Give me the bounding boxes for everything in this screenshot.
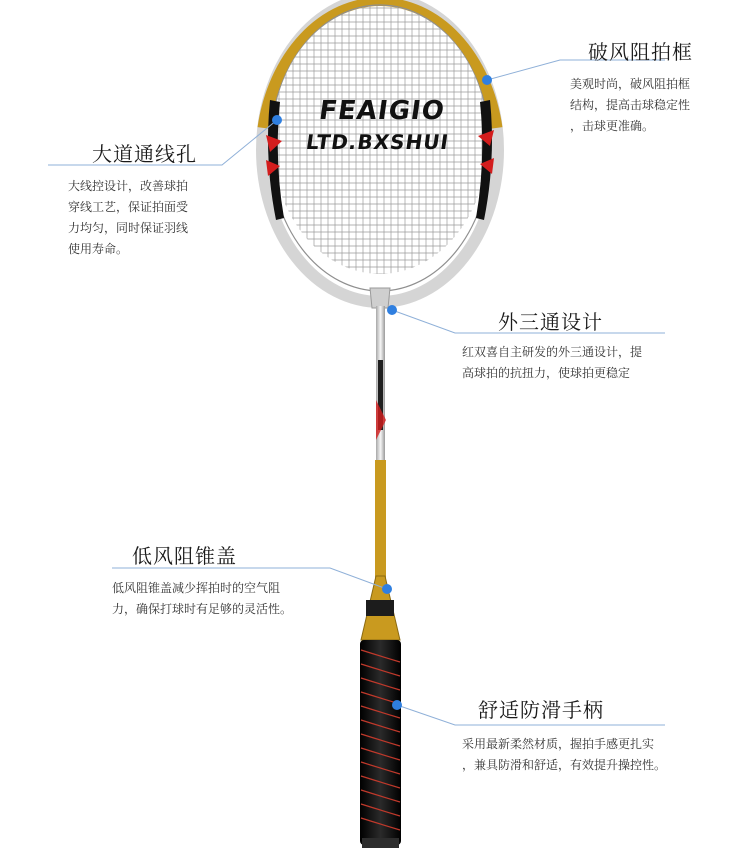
callout-dot-frame	[482, 75, 492, 85]
callout-desc-holes-line-2: 穿线工艺，保证拍面受	[68, 200, 189, 214]
callout-title-cone: 低风阻锥盖	[132, 544, 237, 568]
t-joint	[370, 288, 390, 308]
callout-desc-tjoint-line-1: 红双喜自主研发的外三通设计，提	[462, 345, 643, 359]
string-logo-line-2: LTD.BXSHUI	[304, 130, 451, 154]
callout-desc-frame-line-3: ，击球更准确。	[570, 119, 655, 133]
callout-dot-grip	[392, 700, 402, 710]
callout-desc-tjoint-line-2: 高球拍的抗扭力，使球拍更稳定	[462, 366, 631, 380]
callout-desc-holes-line-4: 使用寿命。	[68, 242, 129, 256]
callout-title-frame: 破风阻拍框	[588, 40, 693, 64]
string-logo	[291, 96, 469, 154]
callout-desc-holes	[68, 176, 188, 260]
callout-desc-cone	[112, 578, 292, 620]
callout-desc-tjoint	[462, 342, 642, 384]
callout-desc-frame	[570, 74, 690, 137]
callout-title-grip: 舒适防滑手柄	[478, 698, 604, 722]
callout-desc-cone-line-1: 低风阻锥盖减少挥拍时的空气阻	[112, 581, 281, 595]
callout-dot-holes	[272, 115, 282, 125]
callout-desc-frame-line-1: 美观时尚，破风阻拍框	[570, 77, 691, 91]
callout-desc-cone-line-2: 力，确保打球时有足够的灵活性。	[112, 602, 293, 616]
callout-dot-cone	[382, 584, 392, 594]
callout-desc-grip-line-2: ，兼具防滑和舒适，有效提升操控性。	[462, 758, 667, 772]
string-logo-line-1: FEAIGIO	[317, 96, 447, 126]
callout-dot-tjoint	[387, 305, 397, 315]
shaft-gold-band	[375, 460, 386, 580]
callout-desc-grip-line-1: 采用最新柔然材质，握拍手感更扎实	[462, 737, 655, 751]
callout-desc-holes-line-3: 力均匀，同时保证羽线	[68, 221, 189, 235]
callout-title-tjoint: 外三通设计	[498, 310, 603, 334]
callout-desc-grip	[462, 734, 666, 776]
callout-title-holes: 大道通线孔	[92, 142, 197, 166]
callout-desc-frame-line-2: 结构，提高击球稳定性	[570, 98, 691, 112]
callout-desc-holes-line-1: 大线控设计，改善球拍	[68, 179, 189, 193]
cone-label	[366, 600, 394, 616]
grip-butt	[362, 838, 399, 848]
